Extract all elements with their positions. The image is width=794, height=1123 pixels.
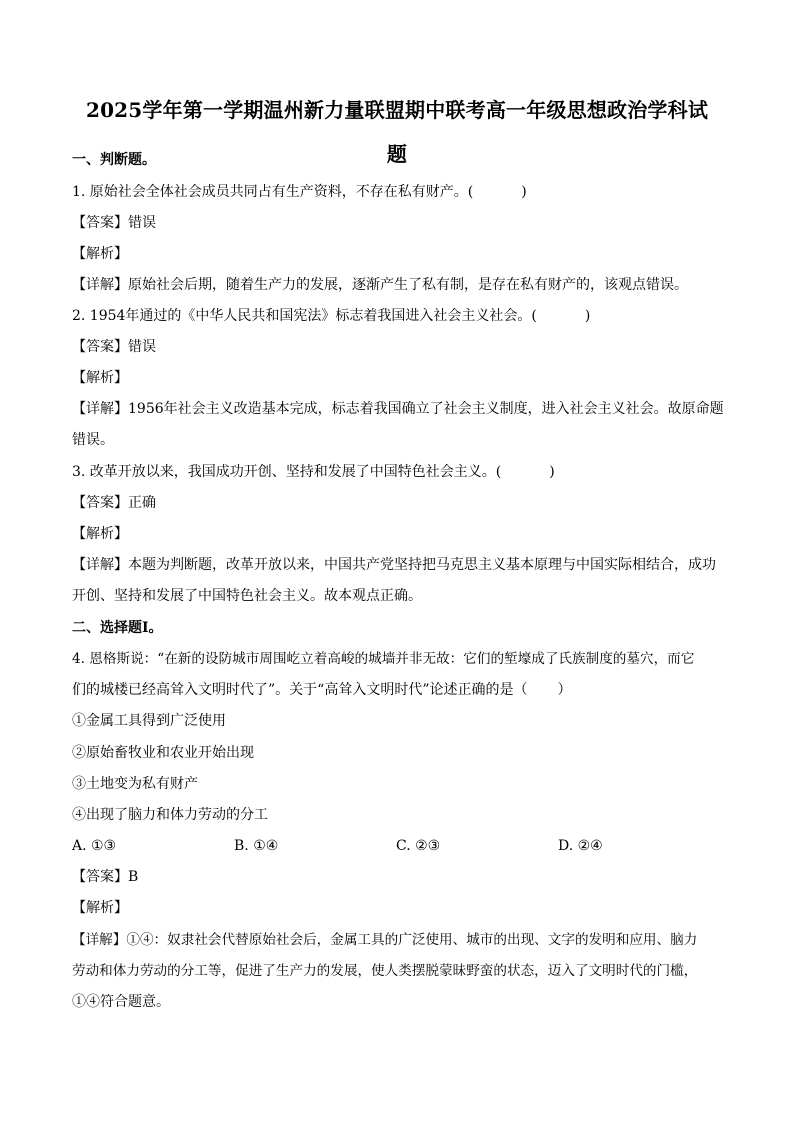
question-4 (72, 649, 722, 669)
question-4-item-4 (72, 805, 722, 825)
section-heading-1: 一、判断题。 (72, 152, 156, 168)
detail-label: 【详解】 (72, 277, 128, 293)
list-item: ②原始畜牧业和农业开始出现 (72, 745, 254, 761)
question-2-detail (72, 399, 722, 419)
detail-text-line-1: ①④：奴隶社会代替原始社会后，金属工具的广泛使用、城市的出现、文字的发明和应用、脑力 (126, 932, 698, 948)
question-3 (72, 462, 722, 482)
detail-text-line-2: 错误。 (72, 432, 114, 448)
question-1-detail (72, 275, 722, 295)
question-2 (72, 306, 722, 326)
section-choice (72, 618, 722, 638)
question-4-item-3 (72, 774, 722, 794)
analysis-label: 【解析】 (72, 370, 128, 386)
answer-label: 【答案】 (72, 495, 128, 511)
question-3-stem-close: ) (549, 464, 555, 480)
title-line-1: 2025学年第一学期温州新力量联盟期中联考高一年级思想政治学科试 (85, 98, 709, 122)
detail-text-line-2: 劳动和体力劳动的分工等，促进了生产力的发展，使人类摆脱蒙昧野蛮的状态，迈入了文明时代的门槛， (72, 963, 698, 979)
answer-value: 正确 (128, 495, 156, 511)
list-item: ④出现了脑力和体力劳动的分工 (72, 807, 268, 823)
question-4-stem-line-2: 们的城楼已经高耸入文明时代了”。关于“高耸入文明时代”论述正确的是（ (72, 682, 528, 698)
list-item: ③土地变为私有财产 (72, 776, 198, 792)
analysis-label: 【解析】 (72, 246, 128, 262)
answer-label: 【答案】 (72, 215, 128, 231)
question-3-stem-text: 3. 改革开放以来，我国成功开创、坚持和发展了中国特色社会主义。( (72, 464, 502, 480)
question-3-detail (72, 555, 722, 575)
question-4-analysis (72, 898, 722, 918)
question-4-detail-cont-2 (72, 992, 722, 1012)
option-c: C. ②③ (396, 838, 441, 854)
question-4-item-2 (72, 743, 722, 763)
question-4-detail (72, 930, 722, 950)
question-4-cont (72, 680, 722, 700)
option-a: A. ①③ (72, 838, 117, 854)
detail-text: 原始社会后期，随着生产力的发展，逐渐产生了私有制，是存在私有财产的，该观点错误。 (128, 277, 688, 293)
question-2-answer (72, 337, 722, 357)
question-2-detail-cont (72, 430, 722, 450)
detail-text-line-3: ①④符合题意。 (72, 994, 170, 1010)
answer-value: B (128, 869, 139, 885)
question-1 (72, 182, 722, 202)
question-1-stem-text: 1. 原始社会全体社会成员共同占有生产资料，不存在私有财产。( (72, 184, 474, 200)
detail-label: 【详解】 (72, 401, 128, 417)
question-1-stem-close: ) (521, 184, 527, 200)
question-3-analysis (72, 524, 722, 544)
question-4-answer (72, 867, 722, 887)
detail-label: 【详解】 (72, 932, 127, 948)
answer-value: 错误 (128, 339, 156, 355)
question-2-analysis (72, 368, 722, 388)
question-2-stem-close: ) (584, 308, 591, 324)
option-b: B. ①④ (234, 838, 279, 854)
answer-label: 【答案】 (72, 339, 128, 355)
question-3-detail-cont (72, 586, 722, 606)
question-3-answer (72, 493, 722, 513)
section-judgement (72, 150, 722, 170)
analysis-label: 【解析】 (72, 526, 128, 542)
question-4-stem-close: ） (557, 682, 572, 698)
detail-text-line-1: 本题为判断题，改革开放以来，中国共产党坚持把马克思主义基本原理与中国实际相结合，成功 (128, 557, 716, 573)
answer-value: 错误 (128, 215, 156, 231)
analysis-label: 【解析】 (72, 900, 128, 916)
option-d: D. ②④ (558, 838, 603, 854)
question-4-options (72, 836, 722, 856)
question-4-item-1 (72, 711, 722, 731)
list-item: ①金属工具得到广泛使用 (72, 713, 226, 729)
question-1-answer (72, 213, 722, 233)
question-1-analysis (72, 244, 722, 264)
title-line-2: 题 (386, 142, 408, 166)
detail-text-line-2: 开创、坚持和发展了中国特色社会主义。故本观点正确。 (72, 588, 422, 604)
detail-label: 【详解】 (72, 557, 128, 573)
detail-text-line-1: 1956年社会主义改造基本完成，标志着我国确立了社会主义制度，进入社会主义社会。故原命题 (128, 401, 724, 417)
question-4-stem-line-1: 4. 恩格斯说：“在新的设防城市周围屹立着高峻的城墙并非无故：它们的堑壕成了氏族制度的墓穴，而它 (72, 651, 695, 667)
section-heading-2: 二、选择题Ⅰ。 (72, 620, 163, 636)
question-2-stem-text: 2. 1954年通过的《中华人民共和国宪法》标志着我国进入社会主义社会。( (72, 308, 537, 324)
answer-label: 【答案】 (72, 869, 128, 885)
question-4-detail-cont (72, 961, 722, 981)
document-title (72, 0, 722, 169)
question-1-stem (72, 182, 722, 202)
